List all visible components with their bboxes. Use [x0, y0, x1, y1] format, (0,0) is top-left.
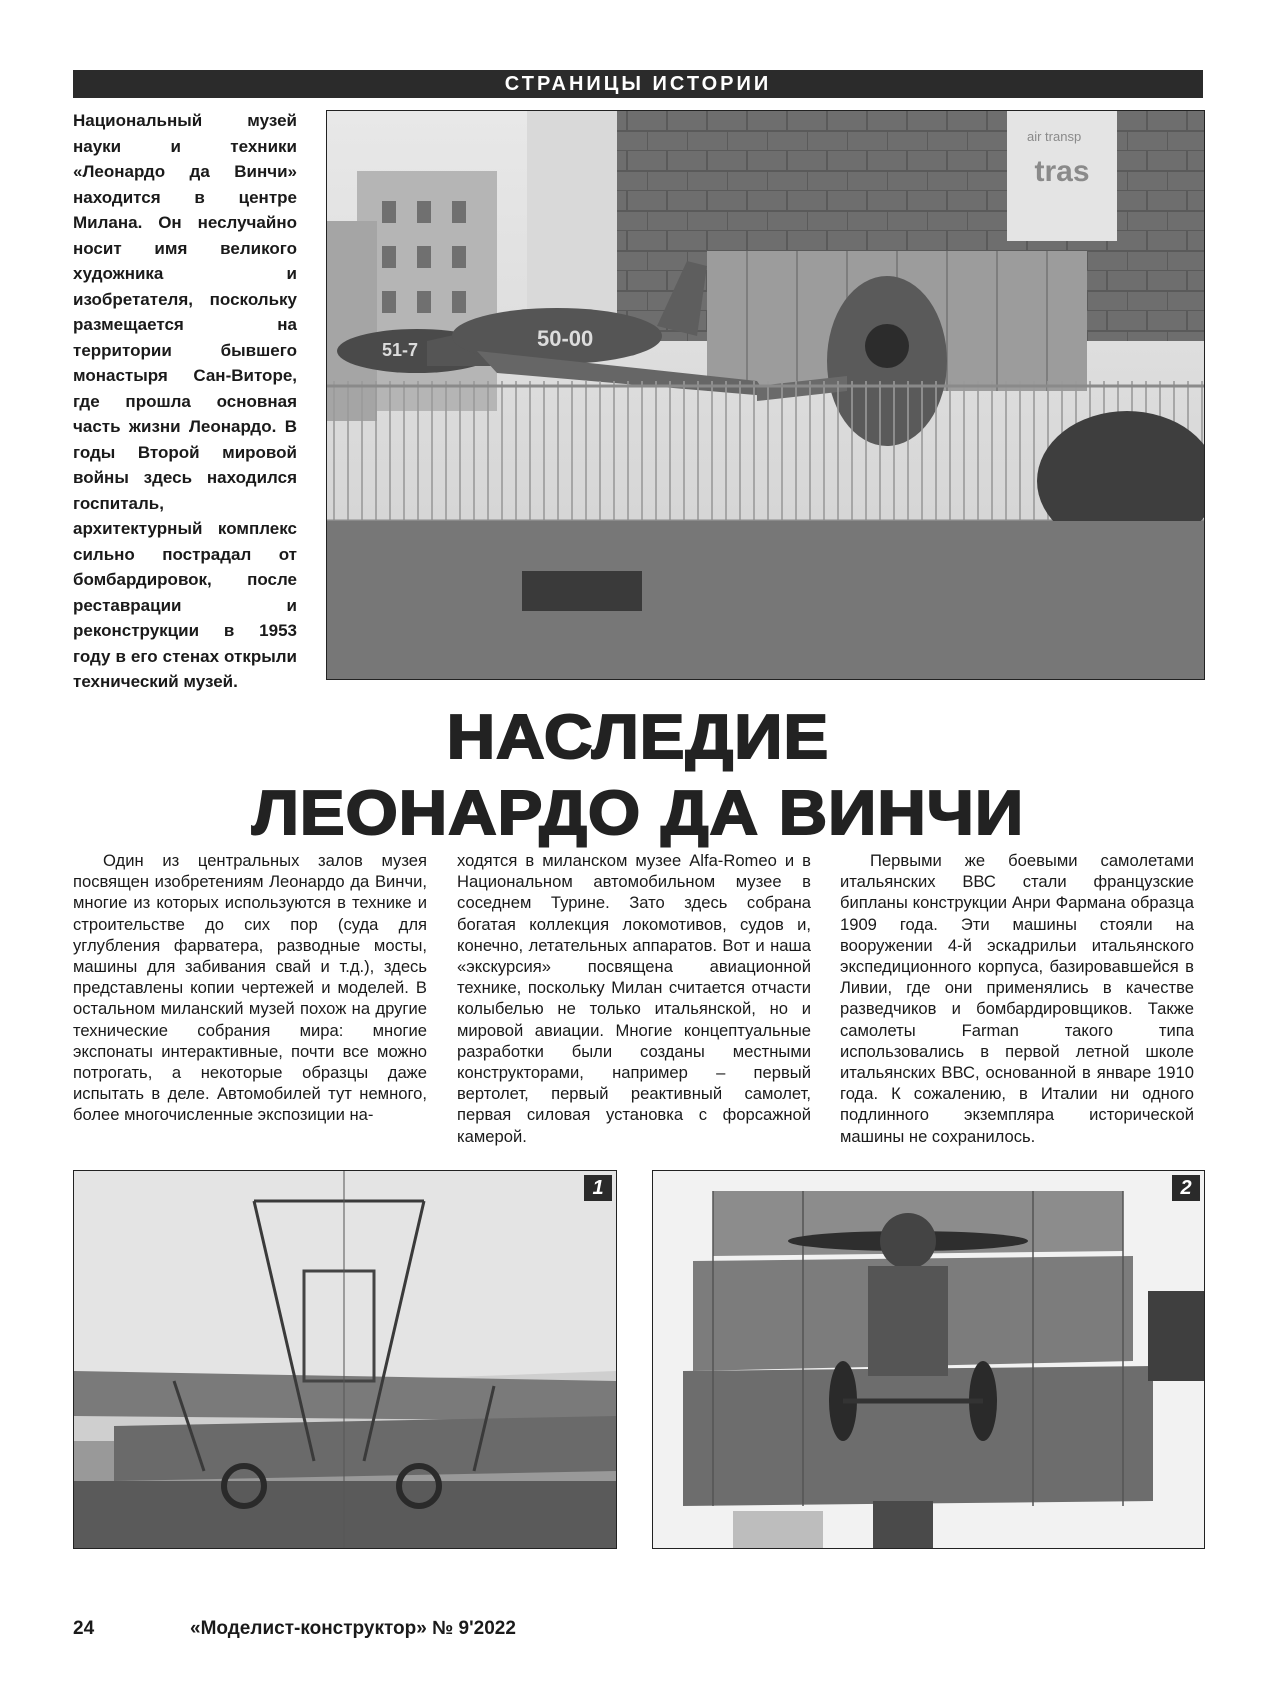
biplane-photo-1 [73, 1170, 617, 1549]
photo-number-badge-1: 1 [584, 1175, 612, 1201]
building-sign-small-text: air transp [1027, 129, 1082, 144]
body-column-1: Один из центральных залов музея посвящен изобретениям Леонардо да Винчи, многие из которых используются в технике и строительстве до сих пор (суда для углубления фарватера, разводные мосты, машины для забивания свай и т.д.), здесь представлены копии чертежей и моделей. В остальном миланский музей похож на другие технические собрания мира: многие экспонаты интерактивные, почти все можно потрогать, а некоторые образцы даже испытать в деле. Автомобилей тут немного, более многочисленные экспозиции на- [73, 851, 427, 1125]
section-title: СТРАНИЦЫ ИСТОРИИ [504, 73, 772, 95]
article-title [28, 700, 1248, 852]
building-sign-text: tras [1034, 155, 1090, 188]
article-title-line-1: НАСЛЕДИЕ [446, 703, 830, 772]
biplane-photo-2 [652, 1170, 1205, 1549]
article-title-line-2: ЛЕОНАРДО ДА ВИНЧИ [251, 779, 1025, 848]
jet-left-code: 51-7 [382, 340, 419, 360]
museum-jets-illustration [327, 111, 1204, 679]
body-column-2: ходятся в миланском музее Alfa-Romeo и в Национальном автомобильном музее в соседнем Турине. Зато здесь собрана богатая коллекция локомотивов, судов и, конечно, летательных аппаратов. Вот и наша «экскурсия» посвящена авиационной технике, поскольку Милан считается отчасти колыбелью не только итальянской, но и мировой авиации. Многие концептуальные разработки были созданы местными конструкторами, например – первый вертолет, первый реактивный самолет, первая силовая установка с форсажной камерой. [457, 851, 811, 1146]
biplane-2-illustration [653, 1171, 1204, 1548]
intro-paragraph: Национальный музей науки и техники «Леонардо да Винчи» находится в центре Милана. Он неслучайно носит имя великого художника и изобретателя, поскольку размещается на территории бывшего монастыря Сан-Виторе, где прошла основная часть жизни Леонардо. В годы Второй мировой войны здесь находился госпиталь, архитектурный комплекс сильно пострадал от бомбардировок, после реставрации и реконструкции в 1953 году в его стенах открыли технический музей. [73, 111, 297, 691]
section-header-bar [73, 70, 1203, 98]
museum-jets-photo [326, 110, 1205, 680]
biplane-1-illustration [74, 1171, 616, 1548]
jet-middle-code: 50-00 [537, 326, 594, 351]
magazine-footer: «Моделист-конструктор» № 9'2022 [190, 1618, 516, 1639]
photo-number-badge-2: 2 [1172, 1175, 1200, 1201]
page-number: 24 [73, 1618, 95, 1639]
body-column-3: Первыми же боевыми самолетами итальянских ВВС стали французские бипланы конструкции Анри Фармана образца 1909 года. Эти машины стояли на вооружении 4-й эскадрильи итальянского экспедиционного корпуса, базировавшейся в Ливии, где они применялись в качестве разведчиков и бомбардировщиков. Также самолеты Farman такого типа использовались в первой летной школе итальянских ВВС, основанной в январе 1910 года. К сожалению, в Италии ни одного подлинного экземпляра исторической машины не сохранилось. [840, 851, 1194, 1146]
